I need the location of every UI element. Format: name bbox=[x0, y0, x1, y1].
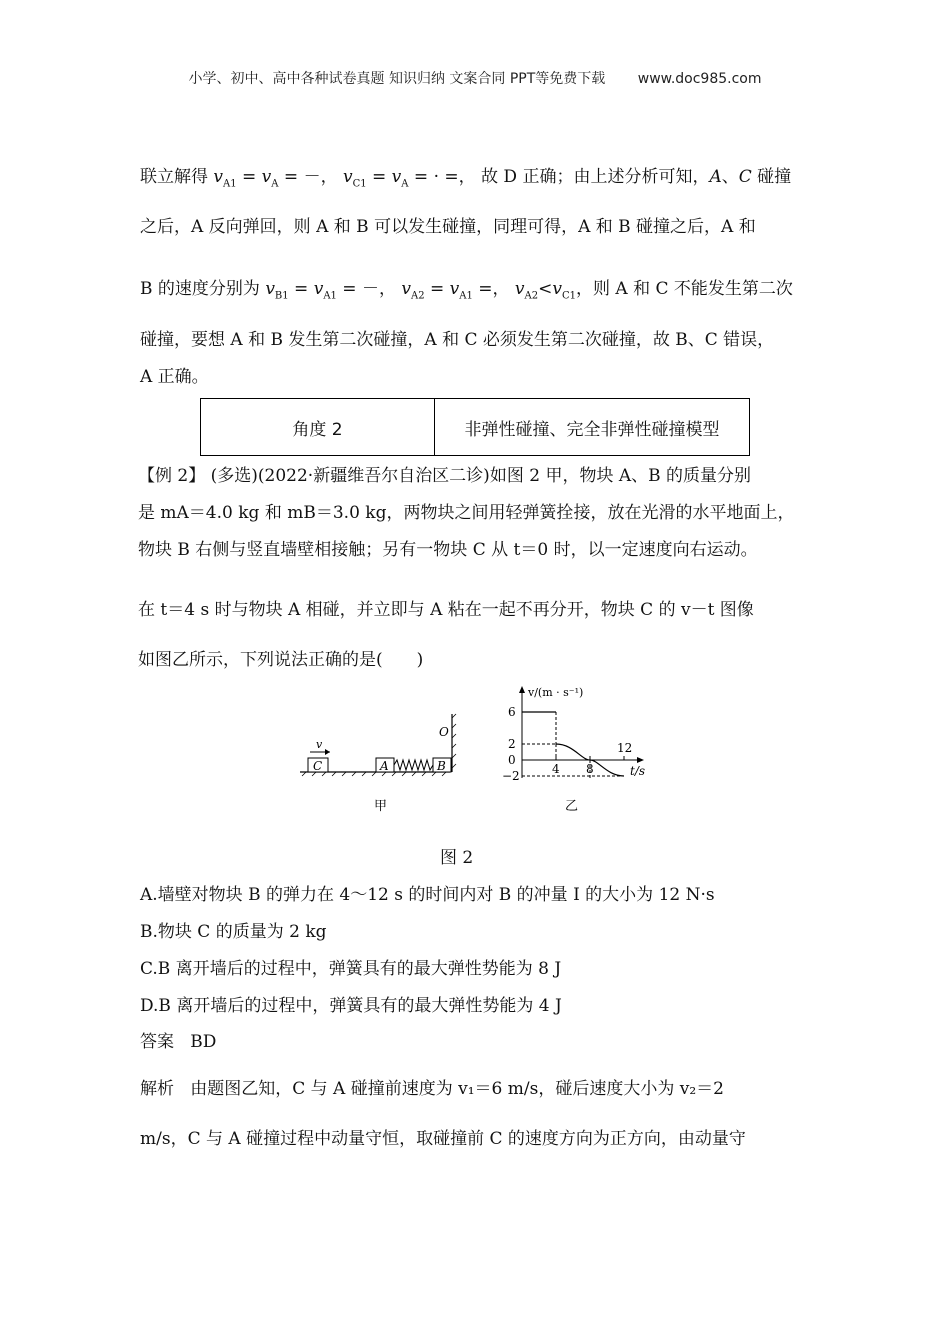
analysis-l1: 由题图乙知，C 与 A 碰撞前速度为 v₁＝6 m/s，碰后速度大小为 v₂＝2 bbox=[190, 1079, 724, 1099]
y-tick-label: −2 bbox=[502, 769, 520, 783]
x-tick-label: 4 bbox=[552, 762, 560, 776]
figure-2 bbox=[290, 680, 670, 830]
answer-value: BD bbox=[190, 1032, 217, 1052]
header-text: 小学、初中、高中各种试卷真题 知识归纳 文案合同 PPT等免费下载 bbox=[188, 71, 606, 87]
para1-l1b: ；由上述分析可知， bbox=[556, 167, 710, 187]
para1-line1: 联立解得 $v_{A1} = v_A$ = －， $v_{C1} = v_A$ = · =， 故 D 正确；由上述分析可知，A、C 碰撞 bbox=[140, 167, 792, 190]
para1-l1c: 碰撞 bbox=[757, 167, 792, 187]
point-o-label: O bbox=[439, 725, 449, 739]
page-header bbox=[0, 68, 950, 88]
angle-label: 角度 2 bbox=[201, 399, 435, 455]
velocity-arrowhead bbox=[325, 749, 330, 755]
example-line1: 【例 2】 (多选)(2022·新疆维吾尔自治区二诊)如图 2 甲，物块 A、B 的质量分别 bbox=[138, 466, 752, 486]
diagram-jia bbox=[300, 714, 456, 814]
block-b-label: B bbox=[437, 759, 446, 773]
label-jia: 甲 bbox=[374, 799, 388, 814]
velocity-label: v bbox=[316, 738, 323, 751]
x-axis-arrow bbox=[637, 757, 644, 763]
answer-label: 答案 bbox=[140, 1032, 174, 1052]
y-tick-label: 2 bbox=[508, 737, 516, 751]
y-axis-arrow bbox=[519, 686, 525, 693]
example-line2: 是 mA＝4.0 kg 和 mB＝3.0 kg，两物块之间用轻弹簧拴接，放在光滑的水平地面上， bbox=[138, 503, 795, 523]
para1-l3a: B 的速度分别为 bbox=[140, 279, 266, 299]
chart-yi bbox=[502, 686, 645, 814]
para1-l1a: 联立解得 bbox=[140, 167, 214, 187]
analysis-line2: m/s，C 与 A 碰撞过程中动量守恒，取碰撞前 C 的速度方向为正方向，由动量守 bbox=[140, 1129, 746, 1149]
y-tick-label: 6 bbox=[508, 705, 516, 719]
block-a-label: A bbox=[380, 759, 389, 773]
para1-line5: A 正确。 bbox=[140, 367, 209, 387]
option-a: A.墙壁对物块 B 的弹力在 4～12 s 的时间内对 B 的冲量 I 的大小为 12 N·s bbox=[140, 885, 715, 905]
example-line3: 物块 B 右侧与竖直墙壁相接触；另有一物块 C 从 t＝0 时，以一定速度向右运动。 bbox=[138, 540, 758, 560]
para1-l3b: ，则 A 和 C 不能发生第二次 bbox=[575, 279, 793, 299]
figure-caption: 图 2 bbox=[440, 848, 474, 868]
x-axis-label: t/s bbox=[630, 764, 646, 778]
block-c-label: C bbox=[313, 759, 323, 773]
para1-line3: B 的速度分别为 $v_{B1} = v_{A1}$ = －， $v_{A2} = v_{A1}$ =， $v_{A2}<v_{C1}$，则 A 和 C 不能发生第二次 bbox=[140, 279, 793, 302]
para1-line4: 碰撞，要想 A 和 B 发生第二次碰撞，A 和 C 必须发生第二次碰撞，故 B、C 错误， bbox=[140, 330, 775, 350]
angle-table bbox=[200, 398, 750, 456]
analysis-line1 bbox=[140, 1077, 830, 1101]
y-tick-label: 0 bbox=[508, 753, 516, 767]
x-tick-label: 12 bbox=[617, 741, 633, 755]
header-site-link[interactable]: www.doc985.com bbox=[637, 71, 762, 87]
option-d: D.B 离开墙后的过程中，弹簧具有的最大弹性势能为 4 J bbox=[140, 996, 562, 1016]
y-axis-label: v/(m · s⁻¹) bbox=[528, 686, 584, 699]
option-b: B.物块 C 的质量为 2 kg bbox=[140, 922, 327, 942]
label-yi: 乙 bbox=[565, 799, 579, 814]
example-line5: 如图乙所示，下列说法正确的是( ) bbox=[138, 650, 424, 670]
option-c: C.B 离开墙后的过程中，弹簧具有的最大弹性势能为 8 J bbox=[140, 959, 562, 979]
analysis-label: 解析 bbox=[140, 1079, 174, 1099]
x-tick-label: 8 bbox=[586, 762, 594, 776]
wall-hatch bbox=[452, 714, 456, 768]
example-line4: 在 t＝4 s 时与物块 A 相碰，并立即与 A 粘在一起不再分开，物块 C 的 v－t 图像 bbox=[138, 600, 754, 620]
para1-line2: 之后，A 反向弹回，则 A 和 B 可以发生碰撞，同理可得，A 和 B 碰撞之后，A 和 bbox=[140, 217, 756, 237]
answer bbox=[140, 1027, 216, 1052]
angle-title: 非弹性碰撞、完全非弹性碰撞模型 bbox=[464, 419, 720, 440]
spring bbox=[394, 760, 433, 770]
